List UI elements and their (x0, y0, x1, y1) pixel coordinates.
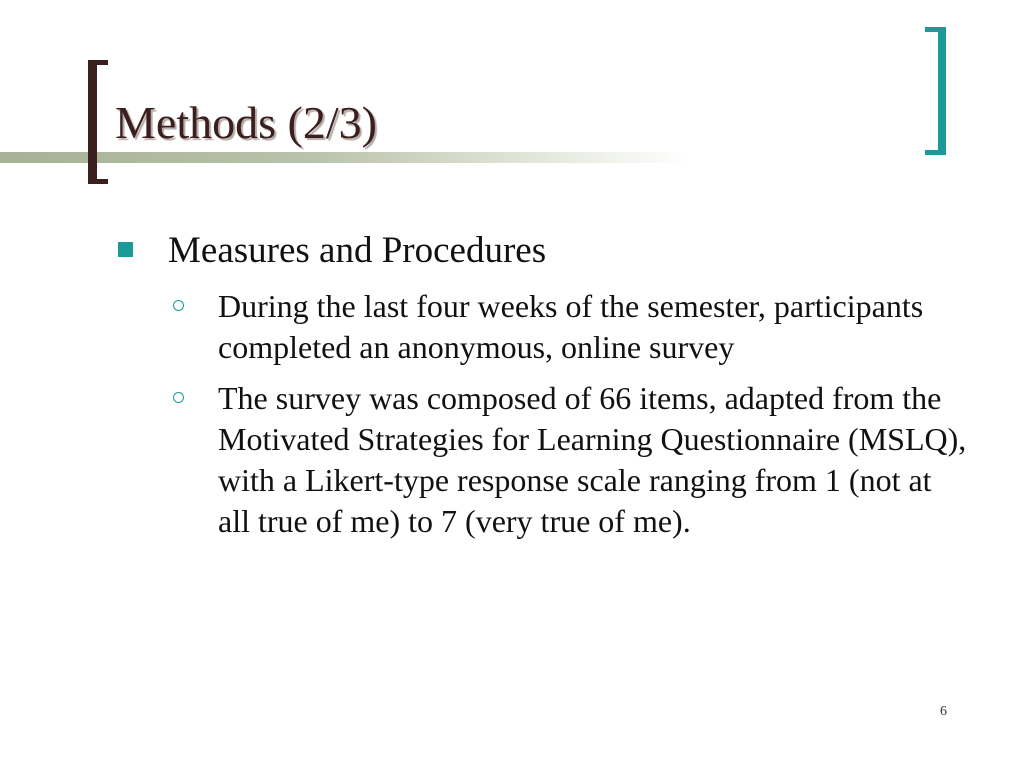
slide-title: Methods (2/3) (115, 97, 377, 148)
slide-body (118, 228, 968, 552)
bullet-item (118, 228, 968, 276)
right-bracket-decoration (925, 27, 946, 155)
sub-bullet-item (168, 378, 968, 542)
sub-bullet-item (168, 286, 968, 368)
bullet-text: Measures and Procedures (168, 230, 547, 271)
page-number: 6 (940, 704, 947, 719)
sub-bullet-text: The survey was composed of 66 items, adapted from the Motivated Strategies for Learning Questionnaire (MSLQ), with a Likert-type response scale ranging from 1 (not at all true of me) to 7 (very true of me). (218, 380, 967, 539)
ring-bullet-icon (173, 300, 184, 311)
sub-bullet-text: During the last four weeks of the semester, participants completed an anonymous, online survey (218, 288, 924, 365)
square-bullet-icon (118, 242, 133, 257)
ring-bullet-icon (173, 392, 184, 403)
left-bracket-decoration (88, 60, 108, 184)
